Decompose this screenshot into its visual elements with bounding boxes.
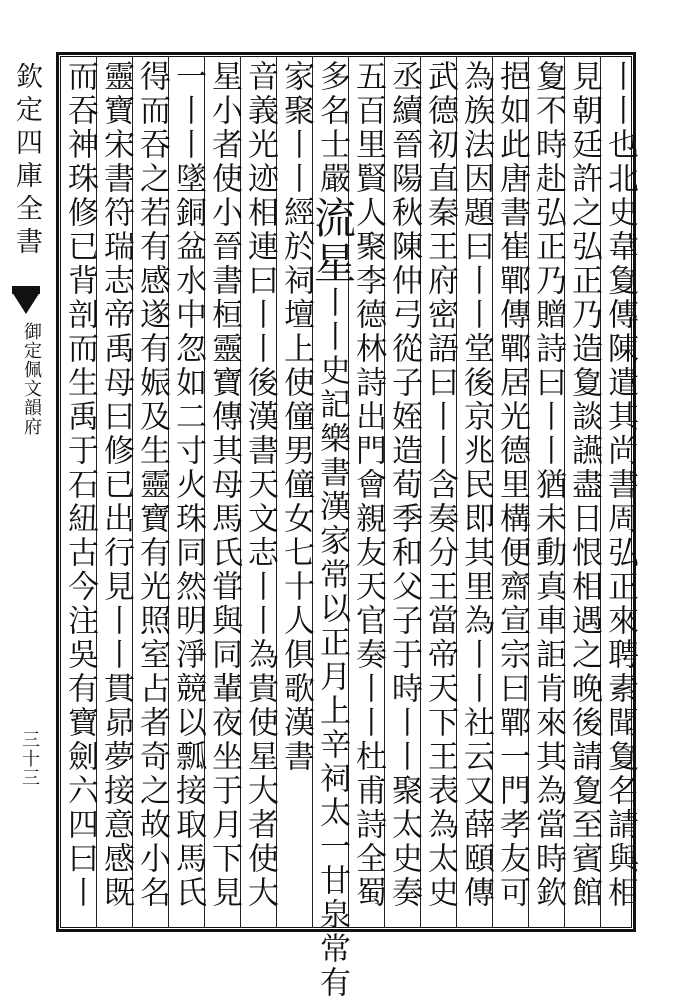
- text-column-11: 音義光迹相連曰丨丨後漢書天文志丨丨為貴使星大者使大: [242, 60, 278, 910]
- column-9-lead: 多名士嚴: [314, 60, 350, 196]
- text-column-5: 為族法因題曰丨丨堂後京兆民即其里為丨丨社云又薛頤傳: [458, 60, 494, 910]
- text-column-4: 挹如此唐書崔鄲傳鄲居光德里構便齋宣宗曰鄲一門孝友可: [494, 60, 530, 910]
- headword: 流星: [308, 196, 357, 286]
- text-column-8: 五百里賢人聚李德林詩出門會親友天官奏丨丨杜甫詩全蜀: [350, 60, 386, 910]
- text-column-1: 丨丨也北史韋夐傳陳遣其尚書周弘正來聘素聞夐名請與相: [602, 60, 638, 910]
- text-column-12: 星小者使小晉書桓靈寶傳其母馬氏甞與同輩夜坐于月下見: [206, 60, 242, 910]
- text-column-14: 得而吞之若有感遂有娠及生靈寶有光照室占者奇之故小名: [134, 60, 170, 910]
- text-column-16: 而吞神珠修已背剖而生禹于石紐古今注吳有寶劍六四曰丨: [62, 60, 98, 910]
- text-column-7: 丞續晉陽秋陳仲弓從子姪造荀季和父子于時丨丨聚太史奏: [386, 60, 422, 910]
- text-column-6: 武德初直秦王府密語曰丨丨含奏分王當帝天下王表為太史: [422, 60, 458, 910]
- margin-title: 欽定四庫全書: [11, 62, 42, 260]
- headword-text-a: 丨丨史記樂書漢家常以正月上辛祠太一甘泉常有: [314, 286, 350, 1000]
- fishtail-mark: [12, 292, 40, 314]
- margin-subtitle: 御定佩文韻府: [21, 322, 42, 436]
- text-column-13: 一丨丨墜銅盆水中忽如二寸火珠同然明淨競以瓢接取馬氏: [170, 60, 206, 910]
- text-column-2: 見朝廷許之弘正乃造夐談讌盡日恨相遇之晚後請夐至賓館: [566, 60, 602, 910]
- page-number: 三十三: [19, 730, 40, 787]
- text-column-15: 靈寶宋書符瑞志帝禹母曰修已出行見丨丨貫昴夢接意感既: [98, 60, 134, 910]
- headword-text-b: 經於祠壇上使僮男僮女七十人俱歌漢書: [278, 196, 314, 774]
- column-10-lead: 家聚丨丨: [278, 60, 314, 196]
- text-column-3: 夐不時赴弘正乃贈詩曰丨丨猶未動真車詎肯來其為當時欽: [530, 60, 566, 910]
